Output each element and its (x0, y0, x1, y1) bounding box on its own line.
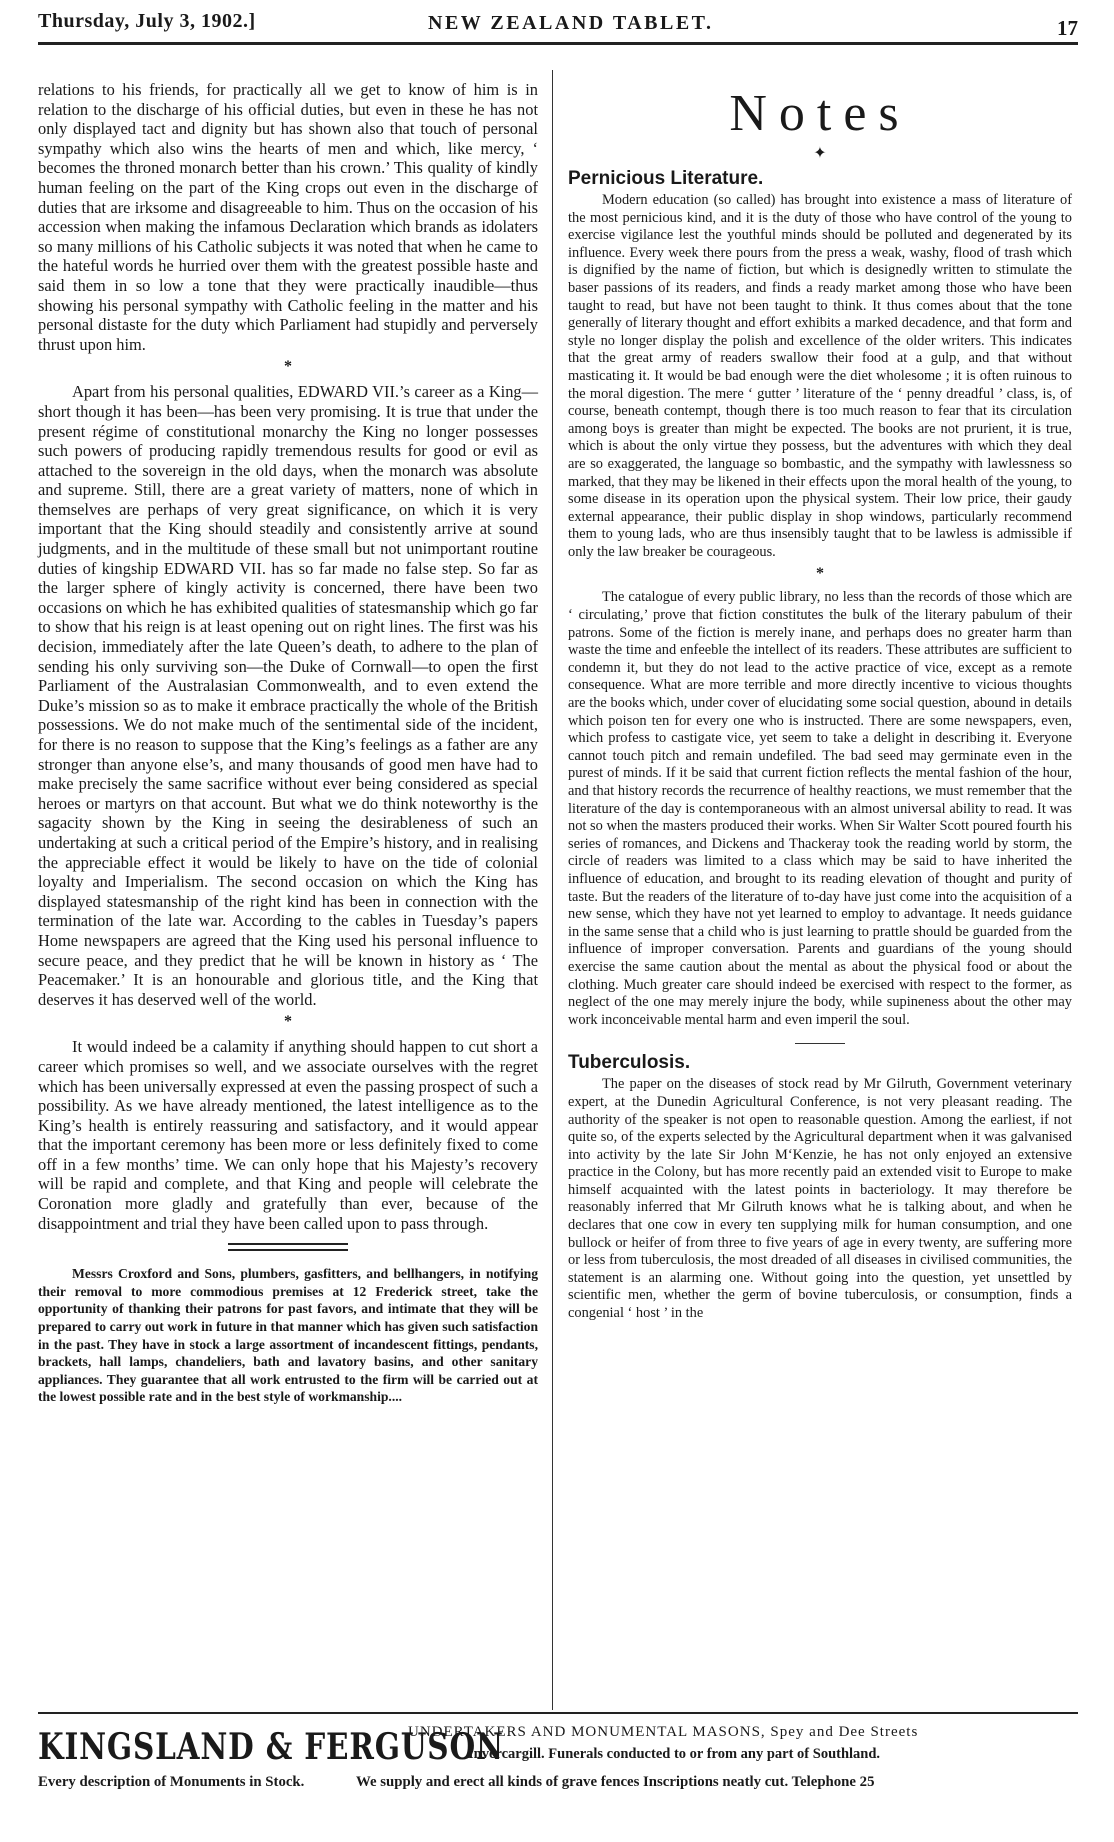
header-rule (38, 42, 1078, 45)
footer-rule (38, 1712, 1078, 1714)
article-paragraph: Apart from his personal qualities, EDWARD VII.’s career as a King—short though it has been—has been very promising. It is true that under the present régime of constitutional monarchy the King no longer possesses such powers of producing rapidly tremendous results for good or evil as attached to the sovereign in the old days, when the monarch was absolute and supreme. Still, there are a great variety of matters, none of which in themselves are perhaps of very great significance, on which it is very important that the King should steadily and consistently arrive at sound judgments, and in the multitude of these small but not unimportant routine duties of kingship EDWARD VII. has so far made no false step. So far as the larger sphere of kingly activity is concerned, there have been two occasions on which he has exhibited qualities of statesmanship which go far to show that his reign is at least opening out on right lines. The first was his decision, immediately after the late Queen’s death, to adhere to the plan of sending his only surviving son—the Duke of Cornwall—to open the first Parliament of the Australasian Commonwealth, and to even extend the Duke’s mission so as to make it embrace practically the whole of the British possessions. We do not make much of the sentimental side of the incident, for there is no reason to suppose that the King’s feelings as a father are any stronger than anyone else’s, and many thousands of good men have had to make precisely the same sacrifice without ever being considered as special heroes or martyrs on that account. But what we do think noteworthy is the sagacity shown by the King in seeing the desirableness of such an undertaking at such a critical period of the Empire’s history, and in realising the appreciable effect it would be likely to have on the tide of colonial loyalty and Imperialism. The second occasion on which the King has displayed statesmanship of the right kind has been in connection with the termination of the late war. According to the cables in Tuesday’s papers Home newspapers are agreed that the King used his personal influence to secure peace, and they predict that he will be known in history as ‘ The Peacemaker.’ It is an honourable and glorious title, and the King that deserves it has deserved well of the world. (38, 382, 538, 1009)
ad-fences-text: We supply and erect all kinds of grave fences Inscriptions neatly cut. Telephone 25 (356, 1774, 875, 1790)
advertiser-name: KINGSLAND & FERGUSON (38, 1726, 504, 1768)
section-heading-tuberculosis: Tuberculosis. (568, 1052, 691, 1074)
right-column (568, 80, 1072, 1323)
section-star: * (284, 1013, 292, 1031)
ad-monuments-text: Every description of Monuments in Stock. (38, 1774, 305, 1790)
article-paragraph: It would indeed be a calamity if anything should happen to cut short a career which promises so well, and we associate ourselves with the regret which has been universally expressed at even the passing prospect of such a possibility. As we have already mentioned, the latest intelligence as to the King’s health is entirely reassuring and satisfactory, and it would appear that the important ceremony has been more or less definitely fixed to come off in a few months’ time. We can only hope that his Majesty’s recovery will be rapid and complete, and that King and people will celebrate the Coronation more gladly and gratefully than ever, because of the disappointment and trial they have been called upon to pass through. (38, 1037, 538, 1233)
croxford-notice: Messrs Croxford and Sons, plumbers, gasfitters, and bellhangers, in notifying their removal to more commodious premises at 12 Frederick street, take the opportunity of thanking their patrons for past favors, and intimate that they will be prepared to carry out work in future in that manner which has given such satisfaction in the past. They have in stock a large assortment of incandescent fittings, pendants, brackets, hall lamps, chandeliers, bath and lavatory basins, and other sanitary appliances. They guarantee that all work entrusted to the firm will be carried out at the lowest possible rate and in the best style of workmanship.... (38, 1266, 538, 1405)
ad-location-line: Invercargill. Funerals conducted to or from any part of Southland. (468, 1746, 881, 1762)
article-paragraph: The catalogue of every public library, no less than the records of those which are ‘ circulating,’ prove that fiction constitutes the bulk of the literary pabulum of their patrons. Some of the fiction is merely inane, and perhaps does no greater harm than waste the time and enfeeble the intellect of its readers. These attributes are sufficient to condemn it, but they do not lead to the active practice of vice, except as a remote consequence. What are more terrible and more directly incentive to vicious thoughts are the books which, under cover of elucidating some social question, abound in details which poison ten for every one who is instructed. There are some newspapers, even, which profess to castigate vice, yet seem to take a delight in describing it. Everyone cannot touch pitch and remain undefiled. The bad seed may germinate even in the purest of minds. If it be said that current fiction reflects the mental fashion of the hour, and that history records the recurrence of healthy reactions, we must remember that the literature of the day is contemporaneous with an almost universal ability to read. It was not so when the masters produced their works. When Sir Walter Scott poured fourth his series of romances, and Dickens and Thackeray took the reading world by storm, the circle of readers was limited to a class which may be said to have inherited the influence of education, and brought to its reading elevation of thought and purity of taste. But the readers of the literature of to-day have just come into the acquisition of a new sense, which they have not yet learned to employ to advantage. It needs guidance in the same sense that a child who is just learning to prattle should be guarded from the influence of improper conversation. Parents and guardians of the young should exercise the same caution about the mental as about the physical food or about the clothing. Much greater care should indeed be exercised with respect to the former, as neglect of the one may merely injure the body, while supineness about the other may work inconceivable mental harm and even imperil the soul. (568, 589, 1072, 1028)
section-star: * (816, 565, 824, 583)
article-paragraph: relations to his friends, for practically all we get to know of him is in relation to the discharge of his official duties, but even in these he has not only displayed tact and dignity but has shown also that touch of personal sympathy which also wins the hearts of men and which, like mercy, ‘ becomes the throned monarch better than his crown.’ This quality of kindly human feeling on the part of the King crops out even in the discharge of duties that are irksome and disagreeable to him. Thus on the occasion of his accession when making the infamous Declaration which brands as idolaters so many millions of his Catholic subjects it was noted that when he came to the hateful words he hurried over them with the greatest possible haste and said them in so low a tone that they were practically inaudible—thus showing his personal sympathy with Catholic feeling in the matter and his personal distaste for the duty which Parliament had stupidly and perversely thrust upon him. (38, 80, 538, 354)
double-rule-divider (228, 1243, 348, 1251)
ornament-icon: ✦ (813, 145, 827, 162)
column-divider (552, 70, 553, 1710)
footer-advertisement (38, 1712, 1078, 1832)
ad-services-line: UNDERTAKERS AND MONUMENTAL MASONS, Spey and Dee Streets (408, 1724, 919, 1740)
notes-heading: Notes (729, 85, 911, 142)
publication-title: NEW ZEALAND TABLET. (428, 12, 714, 34)
page-number: 17 (1057, 16, 1078, 40)
article-paragraph: Modern education (so called) has brought into existence a mass of literature of the most pernicious kind, and it is the duty of those who have control of the young to exercise vigilance lest the youthful minds should be polluted and degenerated by its influence. Every week there pours from the press a weak, washy, flood of trash which is dignified by the name of fiction, but which is designedly written to stimulate the baser passions of its readers, and finds a ready market among those who have been taught to read, but have not been taught to think. It thus comes about that the tone generally of literary thought and effort exhibits a marked decadence, and that form and style no longer display the polish and excellence of the older writers. This indicates that the great army of readers swallow their food at a gulp, and that without masticating it. It would be bad enough were the diet wholesome ; it is often ruinous to the moral digestion. The mere ‘ gutter ’ literature of the ‘ penny dreadful ’ class, is, of course, beneath contempt, though there is too much reason to fear that its circulation among boys is greater than might be expected. The books are not prurient, it is true, which is about the only virtue they possess, but the adventures with which they deal are so exaggerated, the language so bombastic, and the sympathy with lawlessness so marked, that they may be likened in their effects upon the moral health of the young, to some disease in its operation upon the physical system. Their low price, their gaudy external appearance, their public display in shop windows, particularly recommend them to young lads, who are thus insensibly taught that to be lawless is admissible if only the law breaker be courageous. (568, 192, 1072, 560)
section-heading-pernicious-literature: Pernicious Literature. (568, 168, 764, 189)
left-column (38, 80, 538, 1406)
article-paragraph: The paper on the diseases of stock read by Mr Gilruth, Government veterinary expert, at the Dunedin Agricultural Conference, is not very pleasant reading. The authority of the speaker is not open to reasonable question. Among the earliest, if not quite so, of the experts selected by the Agricultural department when it was galvanised into activity by the late Sir John M‘Kenzie, he has not only enjoyed an extensive practice in the Colony, but has more recently paid an extended visit to Europe to make himself acquainted with the latest points in bacteriology. It may therefore be reasonably inferred that Mr Gilruth knows what he is talking about, and when he declares that one cow in every ten supplying milk for human consumption, and one bullock or heifer of from three to five years of age in every twenty, are suffering more or less from tuberculosis, the most dreaded of all diseases in civilised communities, the statement is an alarming one. Without going into the question, yet unsettled by scientific men, whether the germ of bovine tuberculosis, or consumption, finds a congenial ‘ host ’ in the (568, 1076, 1072, 1322)
short-rule-divider (795, 1043, 845, 1044)
header-date: Thursday, July 3, 1902.] (38, 10, 256, 32)
section-star: * (284, 358, 292, 376)
